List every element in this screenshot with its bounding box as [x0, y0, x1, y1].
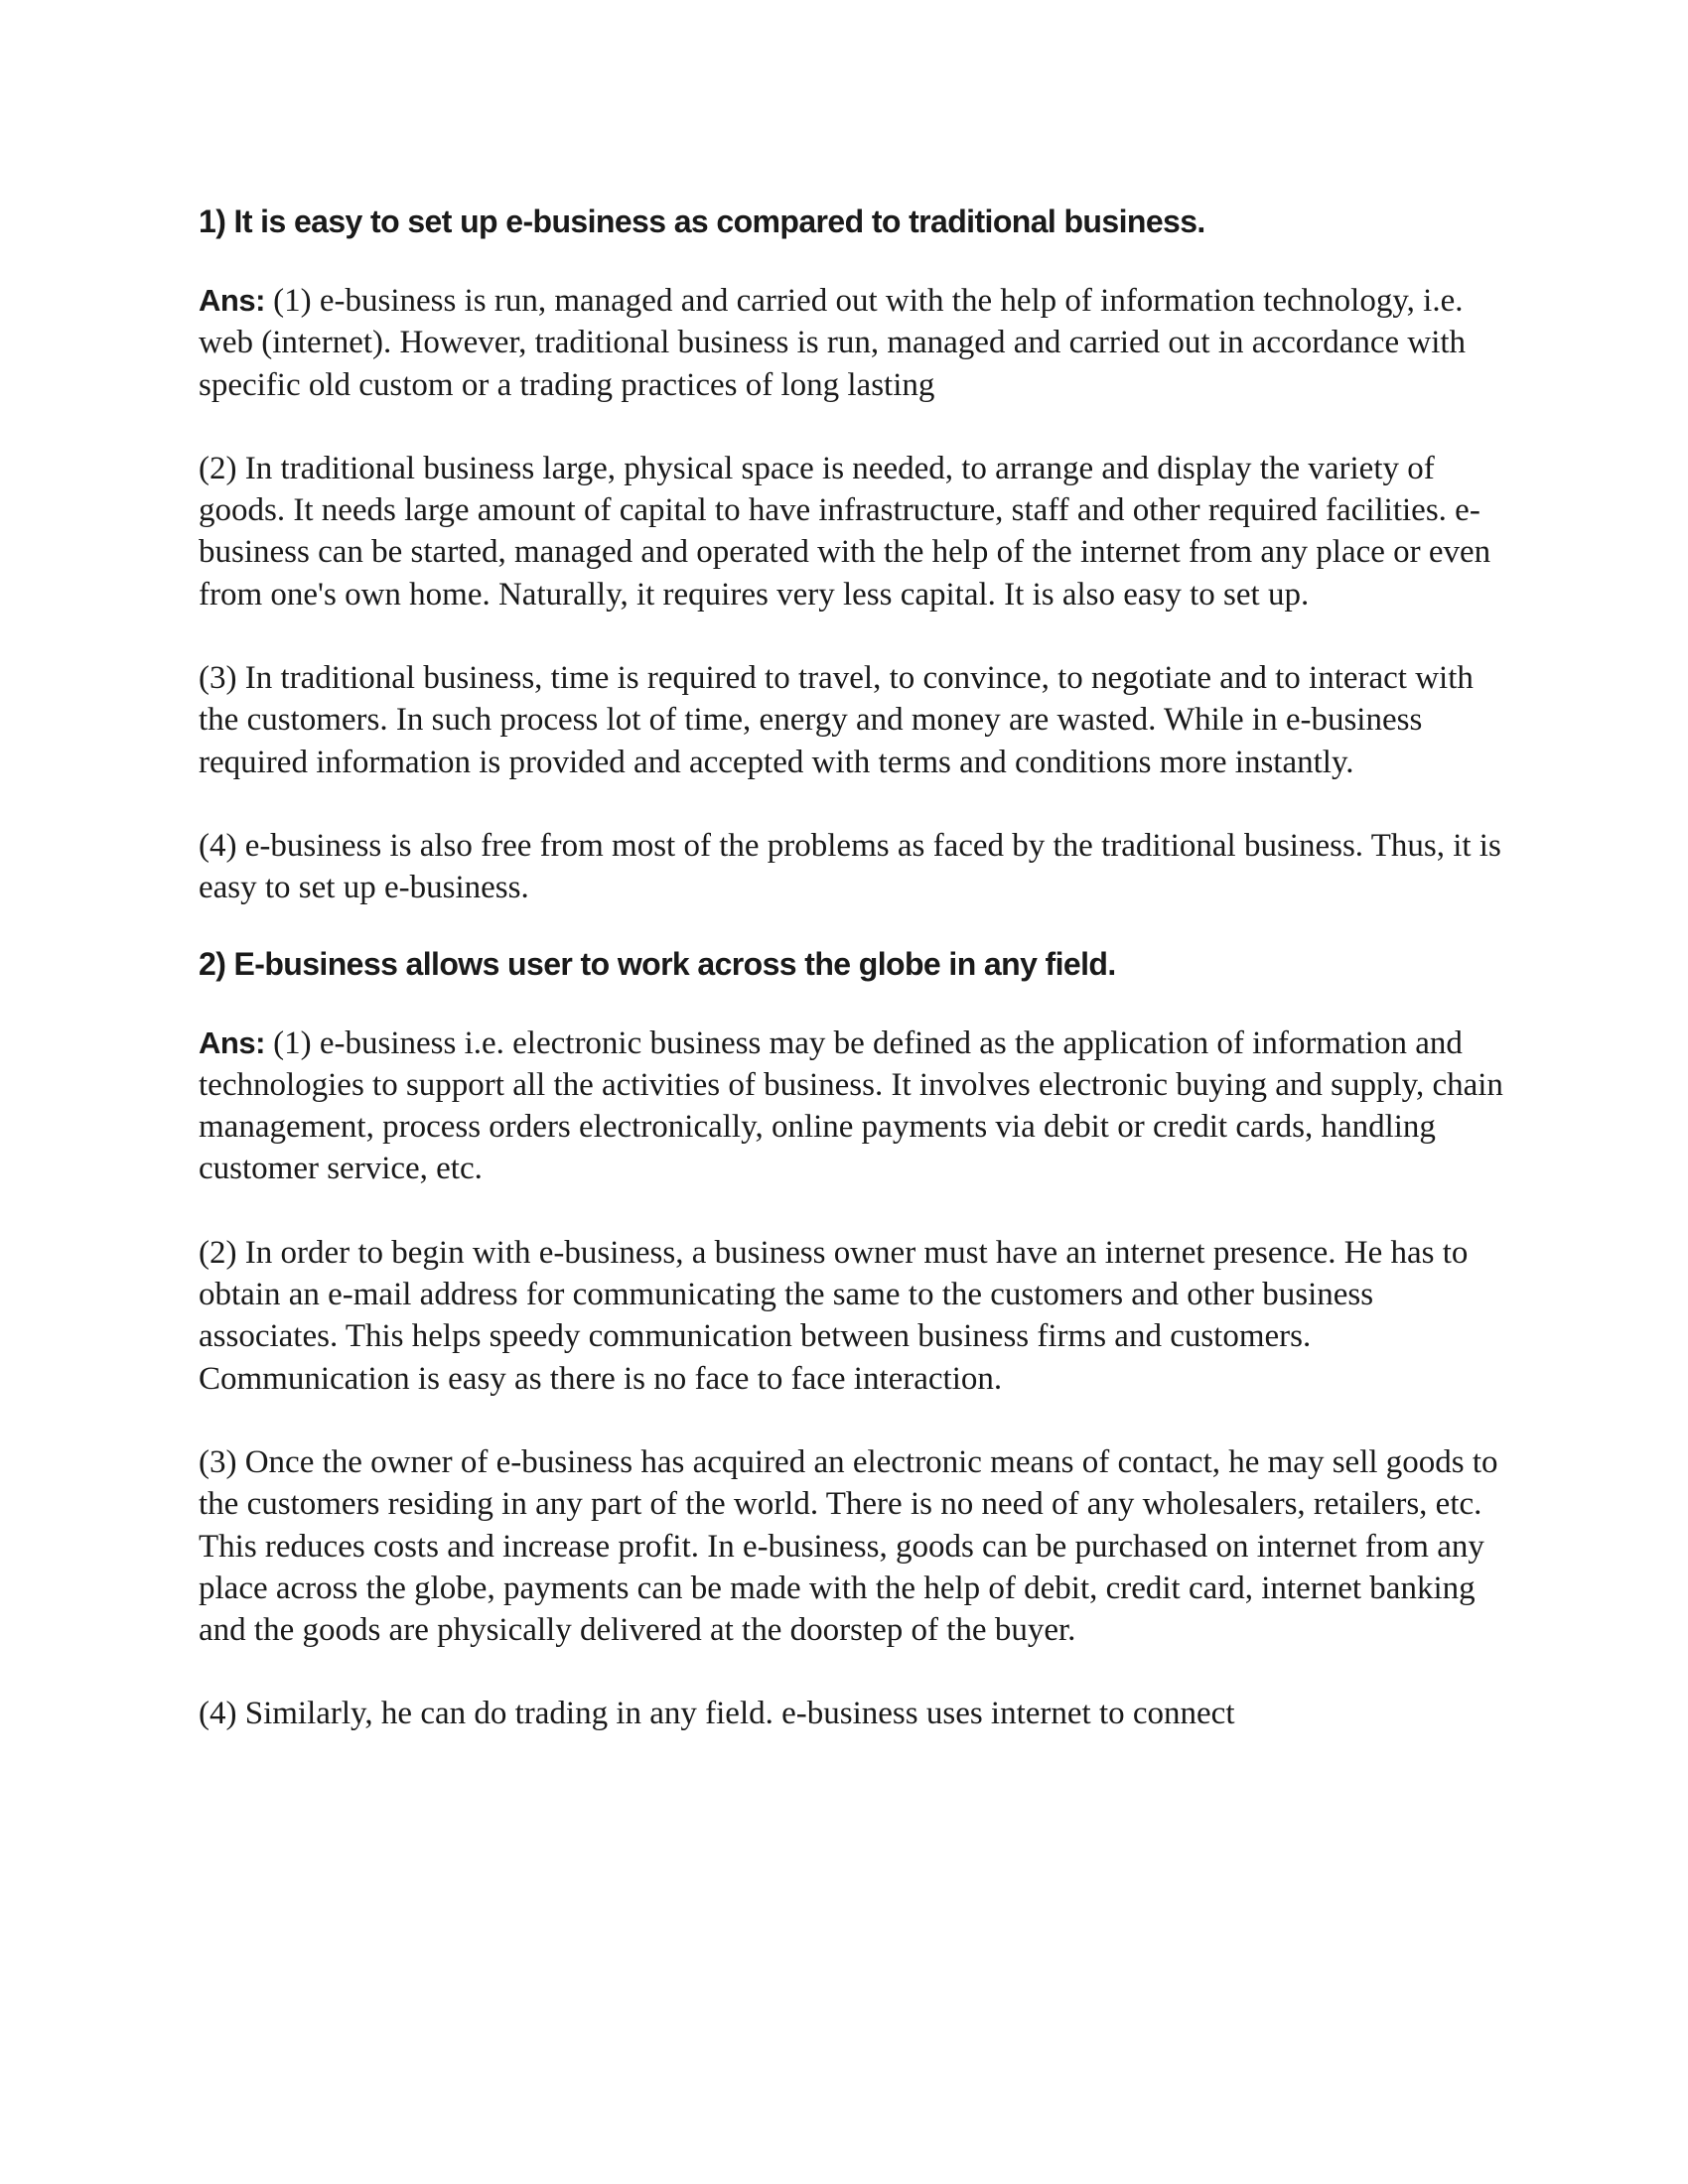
document-page: [199, 201, 1509, 1777]
answer-2-paragraph-1-text: (1) e-business i.e. electronic business may be defined as the application of information and technologies to support all the activities of business. It involves electronic buying and supply, chain management, process orders electronically, online payments via debit or credit cards, handling customer service, etc.: [199, 1024, 1503, 1187]
answer-2-paragraph-4: (4) Similarly, he can do trading in any field. e-business uses internet to connect: [199, 1696, 1235, 1732]
answer-2-paragraph-3: (3) Once the owner of e-business has acquired an electronic means of contact, he may sell goods to the customers residing in any part of the world. There is no need of any wholesalers, retailers, etc. This reduces costs and increase profit. In e-business, goods can be purchased on internet from any place across the globe, payments can be made with the help of debit, credit card, internet banking and the goods are physically delivered at the doorstep of the buyer.: [199, 1443, 1498, 1649]
answer-1-label: Ans:: [199, 283, 265, 318]
question-2-heading: 2) E-business allows user to work across the globe in any field.: [199, 945, 1116, 982]
answer-1-paragraph-3: (3) In traditional business, time is required to travel, to convince, to negotiate and to interact with the customers. In such process lot of time, energy and money are wasted. While in e-business required information is provided and accepted with terms and conditions more instantly.: [199, 660, 1474, 780]
answer-1-paragraph-1-text: (1) e-business is run, managed and carried out with the help of information technology, i.e. web (internet). However, traditional business is run, managed and carried out in accordance with specific old custom or a trading practices of long lasting: [199, 283, 1467, 403]
question-1-heading: 1) It is easy to set up e-business as compared to traditional business.: [199, 204, 1205, 239]
answer-1-paragraph-1: [199, 280, 1509, 406]
answer-1-paragraph-2: (2) In traditional business large, physical space is needed, to arrange and display the variety of goods. It needs large amount of capital to have infrastructure, staff and other required facilities. e-business can be started, managed and operated with the help of the internet from any place or even from one's own home. Naturally, it requires very less capital. It is also easy to set up.: [199, 450, 1491, 613]
answer-1-paragraph-4: (4) e-business is also free from most of the problems as faced by the traditional business. Thus, it is easy to set up e-business.: [199, 827, 1501, 906]
answer-2-paragraph-1: [199, 1023, 1509, 1190]
answer-2-paragraph-2: (2) In order to begin with e-business, a business owner must have an internet presence. He has to obtain an e-mail address for communicating the same to the customers and other business associates. This helps speedy communication between business firms and customers. Communication is easy as there is no face to face interaction.: [199, 1234, 1469, 1397]
answer-2-label: Ans:: [199, 1024, 265, 1060]
